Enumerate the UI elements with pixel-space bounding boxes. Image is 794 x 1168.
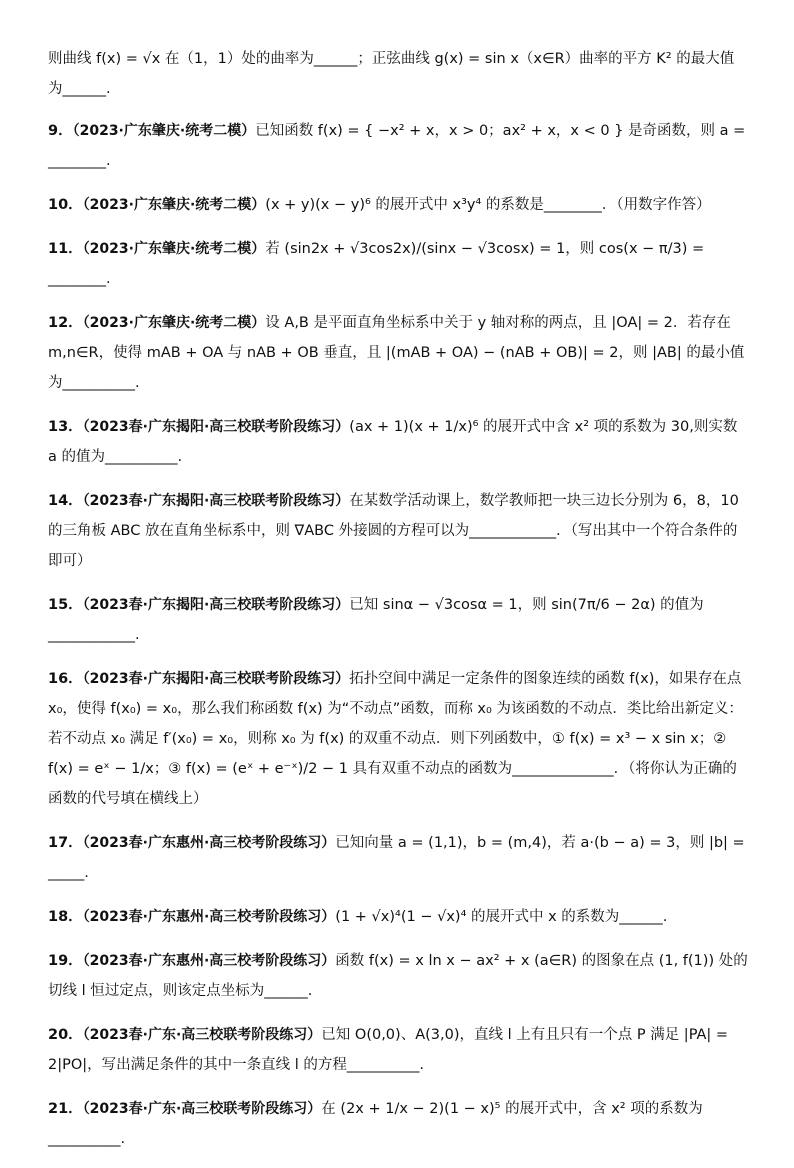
question-stem: 在某数学活动课上，数学教师把一块三边长分别为 6，8，10 的三角板 ABC 放在直角坐标系中，则 ∇ABC 外接圆的方程可以为____________．（写出其中一个符合条件的即可） [48,493,739,569]
question-21 [48,1094,748,1154]
question-sheet [48,44,748,1168]
question-stem: 已知 O(0,0)、A(3,0)，直线 l 上有且只有一个点 P 满足 |PA| = 2|PO|，写出满足条件的其中一条直线 l 的方程__________. [48,1027,729,1073]
question-14 [48,486,748,576]
question-9 [48,116,748,176]
question-source: （2023·广东肇庆·统考二模） [82,315,266,331]
question-stem: (ax + 1)(x + 1/x)⁶ 的展开式中含 x² 项的系数为 30,则实数 a 的值为__________. [48,419,738,465]
question-stem: 函数 f(x) = x ln x − ax² + x (a∈R) 的图象在点 (1, f(1)) 处的切线 l 恒过定点，则该定点坐标为______. [48,953,748,999]
question-20 [48,1020,748,1080]
question-16 [48,664,748,814]
question-number: 10． [48,197,83,213]
question-source: （2023春·广东揭阳·高三校联考阶段练习） [82,597,350,613]
question-13 [48,412,748,472]
question-number: 18． [48,909,83,925]
question-stem: 已知 sinα − √3cosα = 1，则 sin(7π/6 − 2α) 的值为____________. [48,597,704,643]
question-stem: 设 A,B 是平面直角坐标系中关于 y 轴对称的两点，且 |OA| = 2．若存在 m,n∈R，使得 mAB + OA 与 nAB + OB 垂直，且 |(mAB + OA) − (nAB + OB)| = 2，则 |AB| 的最小值为__________. [48,315,745,391]
question-source: （2023春·广东·高三校联考阶段练习） [82,1027,322,1043]
question-number: 11． [48,241,83,257]
question-source: （2023春·广东惠州·高三校考阶段练习） [82,953,336,969]
question-17 [48,828,748,888]
question-source: （2023春·广东惠州·高三校考阶段练习） [82,835,336,851]
question-source: （2023春·广东·高三校联考阶段练习） [82,1101,322,1117]
question-stem: 已知向量 a = (1,1)，b = (m,4)，若 a·(b − a) = 3，则 |b| = _____. [48,835,745,881]
question-number: 20． [48,1027,83,1043]
question-source: （2023春·广东惠州·高三校考阶段练习） [82,909,336,925]
question-stem: 已知函数 f(x) = { −x² + x，x > 0；ax² + x，x < 0 } 是奇函数，则 a = ________. [48,123,746,169]
question-stem: (1 + √x)⁴(1 − √x)⁴ 的展开式中 x 的系数为______. [335,909,668,925]
question-19 [48,946,748,1006]
question-source: （2023春·广东揭阳·高三校联考阶段练习） [82,493,350,509]
question-12 [48,308,748,398]
question-number: 19． [48,953,83,969]
question-number: 15． [48,597,83,613]
question-stem: 若 (sin2x + √3cos2x)/(sinx − √3cosx) = 1，则 cos(x − π/3) = ________. [48,241,705,287]
question-source: （2023·广东肇庆·统考二模） [82,197,266,213]
question-number: 14． [48,493,83,509]
question-number: 12． [48,315,83,331]
question-stem: 在 (2x + 1/x − 2)(1 − x)⁵ 的展开式中，含 x² 项的系数为__________. [48,1101,703,1147]
question-11 [48,234,748,294]
question-source: （2023·广东肇庆·统考二模） [82,241,266,257]
question-number: 9． [48,123,73,139]
question-stem: 则曲线 f(x) = √x 在（1，1）处的曲率为______；正弦曲线 g(x) = sin x（x∈R）曲率的平方 K² 的最大值为______. [48,51,735,97]
question-number: 17． [48,835,83,851]
question-number: 16． [48,671,83,687]
question-15 [48,590,748,650]
question-source: （2023·广东肇庆·统考二模） [72,123,256,139]
question-10 [48,190,748,220]
question-stem: 拓扑空间中满足一定条件的图象连续的函数 f(x)，如果存在点 x₀，使得 f(x₀) = x₀，那么我们称函数 f(x) 为“不动点”函数，而称 x₀ 为该函数的不动点．类比给出新定义：若不动点 x₀ 满足 f′(x₀) = x₀，则称 x₀ 为 f(x) 的双重不动点．则下列函数中，① f(x) = x³ − x sin x；② f(x) = eˣ − 1/x；③ f(x) = (eˣ + e⁻ˣ)/2 − 1 具有双重不动点的函数为______________．（将你认为正确的函数的代号填在横线上） [48,671,743,807]
question-source: （2023春·广东揭阳·高三校联考阶段练习） [82,671,350,687]
question-stem: (x + y)(x − y)⁶ 的展开式中 x³y⁴ 的系数是________．（用数字作答） [265,197,711,213]
question-source: （2023春·广东揭阳·高三校联考阶段练习） [82,419,350,435]
question-18 [48,902,748,932]
question-number: 13． [48,419,83,435]
question-number: 21． [48,1101,83,1117]
question-8-continuation [48,44,748,104]
